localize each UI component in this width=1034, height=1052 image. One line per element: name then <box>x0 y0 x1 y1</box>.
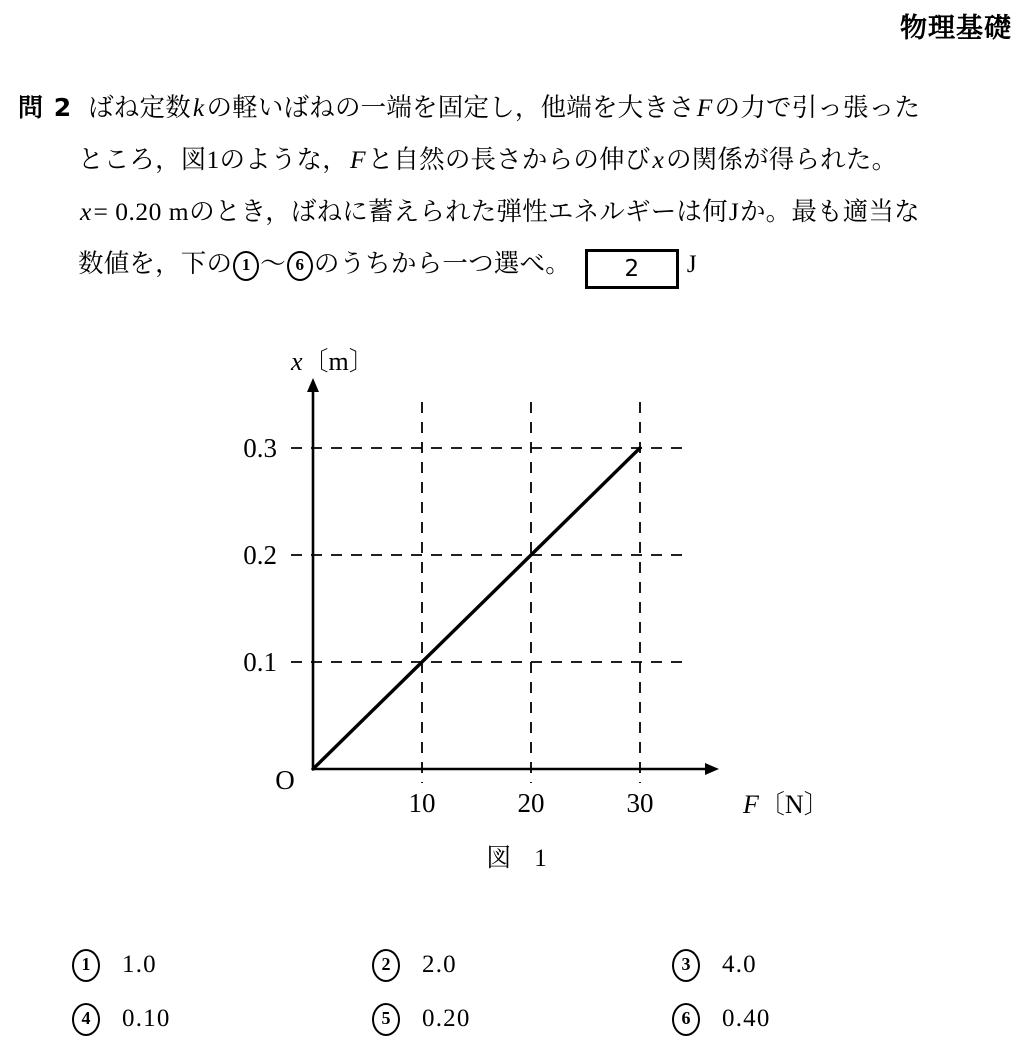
choice-mark-5: 5 <box>372 1003 400 1036</box>
choice-value-5: 0.20 <box>422 1005 471 1032</box>
question-line-2-text-c: の関係が得られた。 <box>665 145 898 174</box>
question-line-1 <box>18 82 1018 134</box>
data-series-line <box>313 448 640 769</box>
choice-value-2: 2.0 <box>422 951 457 978</box>
question-number: 問 2 <box>18 93 73 122</box>
circled-number-last: 6 <box>287 251 313 281</box>
x-tick-label-20: 20 <box>517 788 545 818</box>
y-tick-label-0.2: 0.2 <box>243 540 277 570</box>
choice-option-4[interactable] <box>72 1003 372 1036</box>
choice-value-6: 0.40 <box>722 1005 771 1032</box>
question-line-4-text-a: 数値を，下の <box>78 249 233 278</box>
choice-value-4: 0.10 <box>122 1005 171 1032</box>
question-line-3 <box>18 186 1018 238</box>
question-line-2-text-b: と自然の長さからの伸び <box>367 145 651 174</box>
answer-box[interactable]: 2 <box>585 249 679 289</box>
y-tick-label-0.1: 0.1 <box>243 647 277 677</box>
choice-mark-6: 6 <box>672 1003 700 1036</box>
figure-caption-number: 1 <box>534 845 548 872</box>
choice-row-top <box>72 938 972 992</box>
x-axis-label: F〔N〕 <box>743 790 830 819</box>
circled-number-first: 1 <box>233 251 259 281</box>
figure-caption-label: 図 <box>486 845 513 872</box>
choice-mark-2: 2 <box>372 949 400 982</box>
symbol-F-line2: F <box>349 145 366 174</box>
symbol-k: k <box>192 93 205 122</box>
choice-option-1[interactable] <box>72 949 372 982</box>
question-line-1-text-a: ばね定数 <box>88 93 191 122</box>
figure-caption <box>0 838 1034 874</box>
origin-label: O <box>275 765 295 795</box>
choice-mark-1: 1 <box>72 949 100 982</box>
range-tilde: ～ <box>260 249 286 278</box>
question-block <box>18 82 1018 291</box>
choice-option-5[interactable] <box>372 1003 672 1036</box>
question-line-1-text-b: の軽いばねの一端を固定し，他端を大きさ <box>206 93 695 122</box>
answer-choices <box>72 938 972 1046</box>
y-axis-label: x〔m〕 <box>291 347 375 376</box>
subject-title: 物理基礎 <box>900 13 1012 44</box>
question-line-4-text-b: のうちから一つ選べ。 <box>313 249 571 278</box>
choice-value-1: 1.0 <box>122 951 157 978</box>
axis-labels <box>243 347 829 819</box>
symbol-x-line3: x <box>80 197 92 226</box>
choice-row-bottom <box>72 992 972 1046</box>
equation-value: = 0.20 m <box>93 197 190 226</box>
question-line-4 <box>18 238 1018 291</box>
x-tick-label-10: 10 <box>408 788 436 818</box>
force-extension-graph <box>0 340 1034 860</box>
y-tick-label-0.3: 0.3 <box>243 433 277 463</box>
symbol-x-line2: x <box>652 145 664 174</box>
choice-value-3: 4.0 <box>722 951 757 978</box>
question-line-3-text-a: のとき，ばねに蓄えられた弾性エネルギーは何 <box>189 197 728 226</box>
choice-option-6[interactable] <box>672 1003 972 1036</box>
question-line-2 <box>18 134 1018 186</box>
unit-joule-inline: J <box>728 197 739 226</box>
figure-1 <box>0 340 1034 865</box>
question-line-3-text-b: か。最も適当な <box>739 197 920 226</box>
question-line-1-text-c: の力で引っ張った <box>714 93 921 122</box>
choice-option-2[interactable] <box>372 949 672 982</box>
choice-mark-3: 3 <box>672 949 700 982</box>
answer-unit-label: J <box>686 251 697 278</box>
question-line-2-text-a: ところ，図1のような， <box>78 145 348 174</box>
choice-mark-4: 4 <box>72 1003 100 1036</box>
choice-option-3[interactable] <box>672 949 972 982</box>
x-tick-label-30: 30 <box>626 788 654 818</box>
symbol-F-line1: F <box>696 93 713 122</box>
